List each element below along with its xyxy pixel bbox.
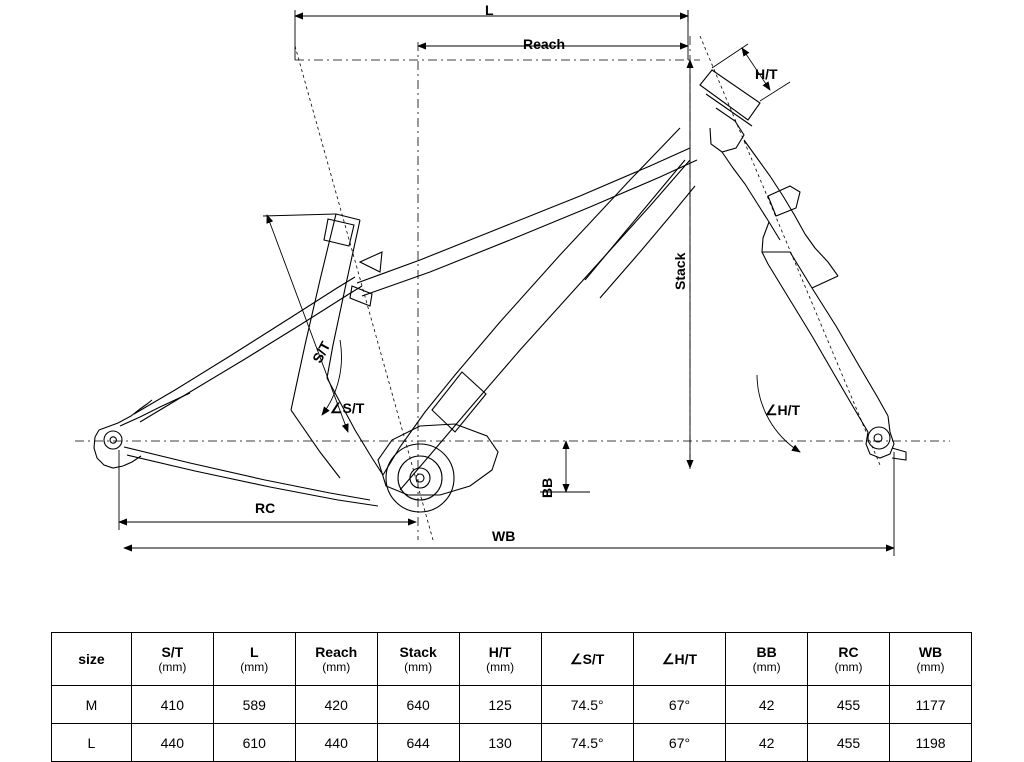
label-reach: Reach [523, 36, 566, 52]
header-ht-unit: (mm) [486, 660, 515, 674]
label-rear-center: RC [255, 500, 276, 516]
angle-reference-lines [295, 36, 880, 540]
header-stack-label: Stack [399, 644, 437, 660]
header-reach-label: Reach [315, 644, 358, 660]
cell-wb: 1198 [890, 724, 972, 762]
header-rc-label: RC [838, 644, 859, 660]
cell-st: 410 [131, 686, 213, 724]
label-seat-tube-angle: ∠S/T [330, 400, 365, 416]
cell-l: 610 [213, 724, 295, 762]
header-l-label: L [249, 644, 259, 660]
header-wb-unit: (mm) [916, 660, 945, 674]
geometry-spec-table-container [51, 632, 972, 762]
header-stack-unit: (mm) [404, 660, 433, 674]
cell-ht: 130 [459, 724, 541, 762]
label-wheelbase: WB [492, 528, 516, 544]
cell-ht-angle: 67° [633, 724, 725, 762]
header-size-label: size [78, 651, 105, 667]
dimension-lines [119, 10, 894, 556]
construction-lines [75, 36, 950, 540]
header-reach [295, 633, 377, 686]
header-rc-unit: (mm) [834, 660, 863, 674]
cell-st: 440 [131, 724, 213, 762]
header-ht [459, 633, 541, 686]
header-st-angle [541, 633, 633, 686]
header-ht-angle-label: ∠H/T [661, 651, 698, 667]
header-bb-label: BB [756, 644, 777, 660]
table-header [52, 633, 972, 686]
header-bb [726, 633, 808, 686]
cell-rc: 455 [808, 724, 890, 762]
cell-st-angle: 74.5° [541, 724, 633, 762]
header-l-unit: (mm) [240, 660, 269, 674]
cell-bb: 42 [726, 686, 808, 724]
table-row [52, 724, 972, 762]
cell-wb: 1177 [890, 686, 972, 724]
header-stack [377, 633, 459, 686]
label-head-tube: H/T [755, 66, 778, 82]
header-st-angle-label: ∠S/T [570, 651, 605, 667]
cell-rc: 455 [808, 686, 890, 724]
label-length: L [485, 2, 494, 18]
table-header-row [52, 633, 972, 686]
label-head-tube-angle: ∠H/T [765, 402, 801, 418]
header-ht-angle [633, 633, 725, 686]
table-row [52, 686, 972, 724]
header-bb-unit: (mm) [752, 660, 781, 674]
cell-size: L [52, 724, 132, 762]
header-st-label: S/T [161, 644, 184, 660]
cell-stack: 644 [377, 724, 459, 762]
label-seat-tube: S/T [309, 338, 334, 366]
cell-st-angle: 74.5° [541, 686, 633, 724]
cell-reach: 440 [295, 724, 377, 762]
geometry-spec-table [51, 632, 972, 762]
cell-reach: 420 [295, 686, 377, 724]
cell-size: M [52, 686, 132, 724]
cell-stack: 640 [377, 686, 459, 724]
header-st-unit: (mm) [158, 660, 187, 674]
header-l [213, 633, 295, 686]
header-st [131, 633, 213, 686]
header-wb [890, 633, 972, 686]
header-reach-unit: (mm) [322, 660, 351, 674]
label-stack: Stack [672, 252, 688, 290]
header-wb-label: WB [918, 644, 943, 660]
cell-ht-angle: 67° [633, 686, 725, 724]
frame-outline [94, 70, 906, 512]
cell-l: 589 [213, 686, 295, 724]
cell-bb: 42 [726, 724, 808, 762]
header-size [52, 633, 132, 686]
cell-ht: 125 [459, 686, 541, 724]
label-bottom-bracket: BB [539, 477, 555, 498]
header-ht-label: H/T [488, 644, 512, 660]
table-body [52, 686, 972, 762]
header-rc [808, 633, 890, 686]
